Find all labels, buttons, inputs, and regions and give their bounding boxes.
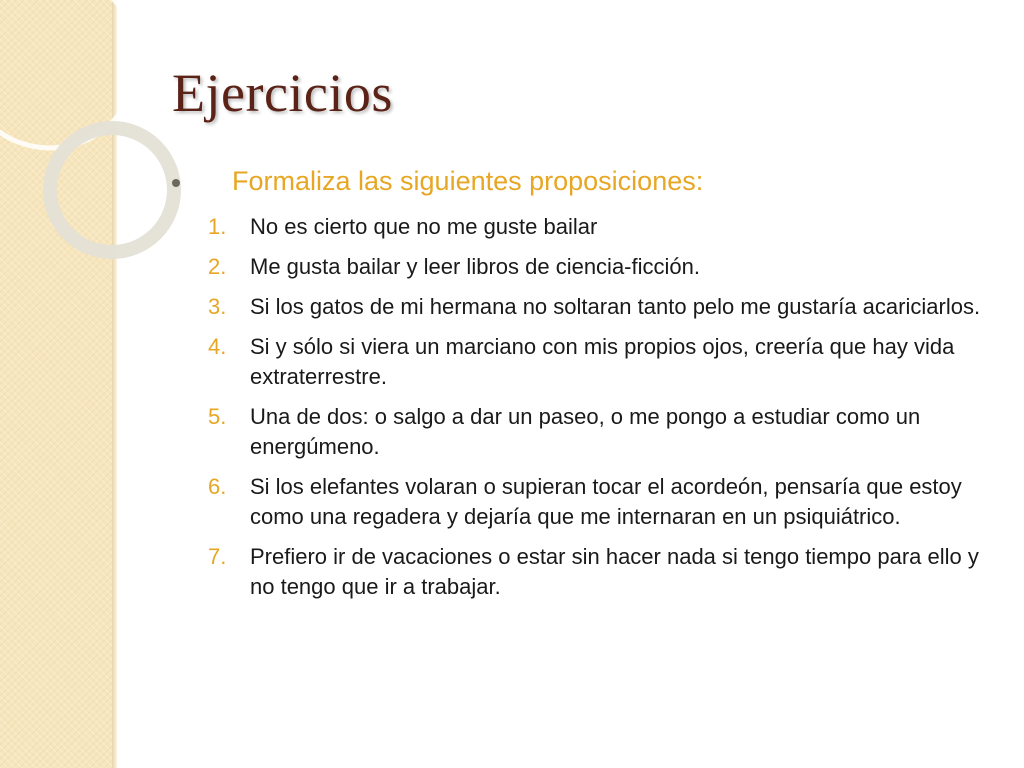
item-text: Me gusta bailar y leer libros de ciencia-ficción. xyxy=(250,254,700,279)
item-text: Prefiero ir de vacaciones o estar sin hacer nada si tengo tiempo para ello y no tengo que ir a trabajar. xyxy=(250,544,979,599)
exercise-item-5 xyxy=(208,402,998,462)
exercise-item-3 xyxy=(208,292,998,322)
item-number: 3. xyxy=(208,294,227,319)
small-ring xyxy=(50,128,174,252)
bullet-text: Formaliza las siguientes proposiciones: xyxy=(232,166,704,196)
exercise-item-4 xyxy=(208,332,998,392)
bullet-dot-icon xyxy=(172,179,180,187)
exercise-item-1 xyxy=(208,212,998,242)
slide-title: Ejercicios xyxy=(172,63,393,123)
item-number: 1. xyxy=(208,214,227,239)
main-bullet xyxy=(172,166,703,197)
item-text: Si los gatos de mi hermana no soltaran tanto pelo me gustaría acariciarlos. xyxy=(250,294,981,319)
exercise-item-6 xyxy=(208,472,998,532)
exercise-item-7 xyxy=(208,542,998,602)
item-number: 6. xyxy=(208,474,227,499)
item-text: Una de dos: o salgo a dar un paseo, o me pongo a estudiar como un energúmeno. xyxy=(250,404,921,459)
exercise-list xyxy=(208,212,998,612)
item-number: 4. xyxy=(208,334,227,359)
item-text: Si y sólo si viera un marciano con mis propios ojos, creería que hay vida extraterrestre. xyxy=(250,334,955,389)
item-number: 7. xyxy=(208,544,227,569)
item-text: No es cierto que no me guste bailar xyxy=(250,214,598,239)
exercise-item-2 xyxy=(208,252,998,282)
item-number: 2. xyxy=(208,254,227,279)
item-text: Si los elefantes volaran o supieran tocar el acordeón, pensaría que estoy como una regadera y dejaría que me internaran en un psiquiátrico. xyxy=(250,474,962,529)
item-number: 5. xyxy=(208,404,227,429)
